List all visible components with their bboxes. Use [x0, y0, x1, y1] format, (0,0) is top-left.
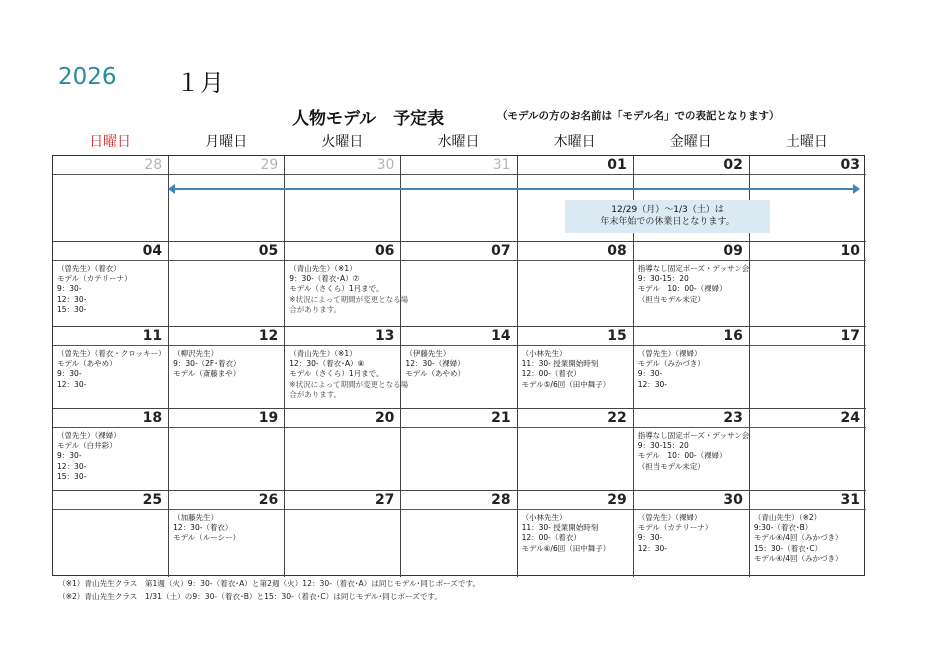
- day-divider: [750, 174, 866, 175]
- schedule-line: （曽先生）（裸婦）: [637, 349, 702, 358]
- schedule-line: モデル（さくら）1月まで。: [289, 284, 384, 294]
- day-divider: [53, 260, 168, 261]
- schedule-line: 12：30-: [637, 379, 667, 389]
- day-number: 31: [840, 492, 860, 508]
- day-number: 26: [258, 492, 279, 508]
- day-divider: [518, 174, 633, 175]
- calendar-day-cell: [285, 156, 401, 242]
- schedule-line: 9：30-: [637, 533, 663, 543]
- day-divider: [750, 427, 866, 428]
- day-divider: [169, 509, 284, 510]
- day-schedule: [289, 349, 409, 400]
- holiday-period-arrow: [170, 188, 858, 190]
- calendar-day-cell: [285, 242, 409, 327]
- day-divider: [401, 345, 516, 346]
- day-schedule: [173, 349, 282, 380]
- day-schedule: [57, 264, 166, 315]
- day-number: 03: [840, 157, 860, 173]
- day-number: 18: [142, 410, 163, 426]
- calendar-day-cell: [750, 327, 866, 409]
- calendar-day-cell: [401, 156, 517, 242]
- holiday-note-line2: 年末年始での休業日となります。: [600, 217, 735, 227]
- calendar-day-cell: [750, 242, 866, 327]
- schedule-line: 11：30- 授業開始時刻: [521, 523, 599, 533]
- day-schedule: [57, 431, 166, 482]
- schedule-line: モデル（カテリーナ）: [57, 274, 132, 284]
- day-divider: [285, 345, 400, 346]
- schedule-line: 12：30-（着衣）: [173, 523, 233, 533]
- day-number: 23: [723, 410, 743, 426]
- page-subtitle: （モデルの方のお名前は「モデル名」での表記となります）: [497, 110, 780, 122]
- day-number: 31: [492, 157, 511, 173]
- day-number: 10: [840, 243, 860, 259]
- schedule-line: モデル④/4回（みかづき）: [753, 553, 843, 563]
- day-number: 13: [374, 328, 395, 344]
- holiday-note: [565, 200, 770, 233]
- schedule-line: ※状況によって期間が変更となる場: [289, 379, 409, 389]
- schedule-line: モデル⑥/6回（田中舞子）: [521, 543, 611, 553]
- day-divider: [518, 345, 633, 346]
- day-number: 04: [142, 243, 163, 259]
- schedule-line: モデル（斎藤まや）: [173, 369, 241, 379]
- schedule-line: 合があります。: [289, 304, 342, 314]
- schedule-line: （伊藤先生）: [405, 349, 451, 358]
- calendar-day-cell: [401, 327, 517, 409]
- day-schedule: [405, 349, 514, 380]
- schedule-line: （小林先生）: [521, 513, 567, 522]
- day-divider: [518, 427, 633, 428]
- day-schedule: [754, 513, 864, 564]
- schedule-line: 9：30-15：20: [637, 441, 689, 451]
- day-schedule: [637, 431, 750, 472]
- day-number: 11: [142, 328, 163, 344]
- schedule-line: モデル（さくら）1月まで。: [289, 369, 384, 379]
- day-divider: [401, 174, 516, 175]
- schedule-line: 15：30-: [57, 471, 87, 481]
- weekday-header: 土曜日: [785, 134, 828, 150]
- calendar-day-cell: [169, 409, 285, 491]
- schedule-line: （青山先生）（※2）: [753, 513, 822, 522]
- schedule-line: （加藤先生）: [173, 513, 219, 522]
- day-divider: [169, 427, 284, 428]
- calendar-day-cell: [518, 409, 634, 491]
- day-number: 30: [723, 492, 743, 508]
- weekday-header: 火曜日: [321, 134, 364, 150]
- calendar-day-cell: [285, 327, 409, 409]
- day-divider: [750, 509, 866, 510]
- day-divider: [634, 174, 749, 175]
- footnote-2: （※2）青山先生クラス 1/31（土）の9：30-（着衣･B）と15：30-（着衣･C）は同じモデル･同じポーズです。: [58, 592, 443, 601]
- schedule-line: 合があります。: [289, 389, 342, 399]
- calendar-day-cell: [518, 242, 634, 327]
- schedule-line: 9：30-: [57, 451, 82, 461]
- day-divider: [285, 509, 400, 510]
- schedule-line: ※状況によって期間が変更となる場: [289, 294, 409, 304]
- day-number: 07: [491, 243, 511, 259]
- day-number: 29: [260, 157, 279, 173]
- schedule-line: （青山先生）（※1）: [289, 264, 357, 273]
- calendar-day-cell: [634, 327, 750, 409]
- footnote-1: （※1）青山先生クラス 第1週（火）9：30-（着衣･A）と第2週（火）12：30-（着衣･A）は同じモデル･同じポーズです。: [58, 579, 481, 588]
- day-number: 19: [258, 410, 279, 426]
- schedule-line: 12：30-（裸婦）: [405, 359, 465, 369]
- schedule-line: 12：30-: [637, 543, 667, 553]
- schedule-line: （担当モデル未定）: [637, 461, 705, 471]
- calendar-day-cell: [634, 491, 750, 577]
- day-divider: [401, 260, 516, 261]
- schedule-line: 12：30-: [57, 294, 87, 304]
- schedule-line: モデル（白井彩）: [57, 441, 117, 451]
- calendar-day-cell: [285, 409, 401, 491]
- calendar-day-cell: [53, 409, 169, 491]
- day-divider: [634, 509, 749, 510]
- day-divider: [53, 427, 168, 428]
- day-number: 12: [258, 328, 279, 344]
- day-divider: [285, 260, 400, 261]
- day-schedule: [173, 513, 282, 544]
- day-number: 29: [607, 492, 627, 508]
- day-schedule: [637, 264, 750, 305]
- day-schedule: [522, 349, 631, 390]
- day-number: 17: [840, 328, 860, 344]
- schedule-line: （曽先生）（裸婦）: [637, 513, 702, 522]
- schedule-line: モデル 10：00-（裸婦）: [637, 451, 727, 461]
- schedule-line: モデル⑤/6回（田中舞子）: [521, 379, 611, 389]
- day-number: 28: [491, 492, 511, 508]
- schedule-line: （青山先生）（※1）: [289, 349, 357, 358]
- day-number: 24: [840, 410, 860, 426]
- day-schedule: [522, 513, 631, 554]
- day-schedule: [57, 349, 166, 390]
- schedule-line: 12：30-: [57, 461, 87, 471]
- day-divider: [634, 260, 749, 261]
- calendar-day-cell: [169, 491, 285, 577]
- schedule-line: モデル④/4回（みかづき）: [753, 533, 843, 543]
- calendar-day-cell: [169, 156, 285, 242]
- day-number: 28: [144, 157, 163, 173]
- schedule-line: 12：30-: [57, 379, 87, 389]
- day-divider: [53, 509, 168, 510]
- day-number: 16: [723, 328, 743, 344]
- day-divider: [634, 427, 749, 428]
- day-number: 27: [374, 492, 395, 508]
- day-number: 05: [258, 243, 279, 259]
- calendar-day-cell: [169, 242, 285, 327]
- day-divider: [518, 260, 633, 261]
- calendar-day-cell: [169, 327, 285, 409]
- day-number: 20: [374, 410, 395, 426]
- weekday-header: 日曜日: [89, 134, 132, 150]
- schedule-line: （曽先生）（着衣）: [57, 264, 121, 273]
- day-divider: [634, 345, 749, 346]
- day-divider: [750, 345, 866, 346]
- schedule-line: 15：30-（着衣･C）: [753, 543, 823, 553]
- schedule-line: 指導なし固定ポーズ・デッサン会: [637, 264, 750, 273]
- weekday-header: 金曜日: [669, 134, 712, 150]
- calendar-day-cell: [401, 491, 517, 577]
- schedule-line: 9：30-15：20: [637, 274, 689, 284]
- schedule-line: モデル（あやめ）: [57, 359, 117, 369]
- schedule-line: （曽先生）（着衣・クロッキー）: [57, 349, 166, 358]
- year-label: 2026: [58, 64, 117, 90]
- day-number: 02: [723, 157, 743, 173]
- weekday-header: 木曜日: [553, 134, 596, 150]
- calendar-day-cell: [53, 491, 169, 577]
- day-number: 22: [607, 410, 627, 426]
- day-schedule: [638, 513, 747, 554]
- day-schedule: [289, 264, 409, 315]
- calendar-day-cell: [518, 327, 634, 409]
- day-number: 06: [374, 243, 395, 259]
- day-divider: [518, 509, 633, 510]
- schedule-line: （担当モデル未定）: [637, 294, 705, 304]
- holiday-note-line1: 12/29（月）～1/3（土）は: [611, 205, 724, 215]
- day-divider: [401, 427, 516, 428]
- weekday-header: 水曜日: [437, 134, 480, 150]
- day-divider: [169, 345, 284, 346]
- schedule-line: （柳沢先生）: [173, 349, 219, 358]
- calendar-day-cell: [401, 409, 517, 491]
- day-divider: [750, 260, 866, 261]
- day-number: 25: [142, 492, 163, 508]
- calendar-day-cell: [53, 156, 169, 242]
- schedule-line: 9:30-（着衣･B）: [753, 523, 813, 533]
- day-number: 08: [607, 243, 627, 259]
- page-title: 人物モデル 予定表: [292, 109, 445, 129]
- day-divider: [53, 174, 168, 175]
- calendar-day-cell: [634, 409, 750, 491]
- calendar-day-cell: [53, 327, 169, 409]
- schedule-line: 9：30-: [57, 284, 82, 294]
- calendar-day-cell: [53, 242, 169, 327]
- schedule-line: 9：30-（2F･着衣）: [173, 359, 241, 369]
- month-label: １月: [176, 69, 224, 97]
- schedule-line: 指導なし固定ポーズ・デッサン会: [637, 431, 750, 440]
- schedule-line: 11：30- 授業開始時刻: [521, 359, 599, 369]
- day-schedule: [638, 349, 747, 390]
- day-number: 30: [376, 157, 395, 173]
- schedule-line: 15：30-: [57, 304, 87, 314]
- day-divider: [169, 260, 284, 261]
- schedule-line: （曽先生）（裸婦）: [57, 431, 121, 440]
- calendar-day-cell: [634, 242, 750, 327]
- schedule-line: 9：30-（着衣･A）⑦: [289, 274, 360, 284]
- day-number: 21: [491, 410, 511, 426]
- day-divider: [285, 427, 400, 428]
- schedule-line: 12：00-（着衣）: [521, 369, 581, 379]
- schedule-line: 9：30-: [57, 369, 82, 379]
- schedule-line: モデル（あやめ）: [405, 369, 466, 379]
- day-divider: [169, 174, 284, 175]
- calendar-day-cell: [401, 242, 517, 327]
- schedule-line: モデル 10：00-（裸婦）: [637, 284, 727, 294]
- schedule-line: モデル（カテリーナ）: [637, 523, 713, 533]
- day-number: 09: [723, 243, 743, 259]
- day-divider: [401, 509, 516, 510]
- schedule-line: 9：30-: [637, 369, 663, 379]
- schedule-line: 12：00-（着衣）: [521, 533, 581, 543]
- day-number: 15: [607, 328, 627, 344]
- calendar-day-cell: [750, 409, 866, 491]
- schedule-line: （小林先生）: [521, 349, 567, 358]
- calendar-day-cell: [285, 491, 401, 577]
- schedule-line: モデル（みかづき）: [637, 359, 705, 369]
- calendar-day-cell: [750, 491, 866, 577]
- weekday-header: 月曜日: [205, 134, 248, 150]
- day-number: 01: [607, 157, 627, 173]
- day-divider: [285, 174, 400, 175]
- schedule-line: 12：30-（着衣･A）⑧: [289, 359, 365, 369]
- day-divider: [53, 345, 168, 346]
- schedule-line: モデル（ルーシー）: [173, 533, 241, 543]
- calendar-day-cell: [518, 491, 634, 577]
- day-number: 14: [491, 328, 511, 344]
